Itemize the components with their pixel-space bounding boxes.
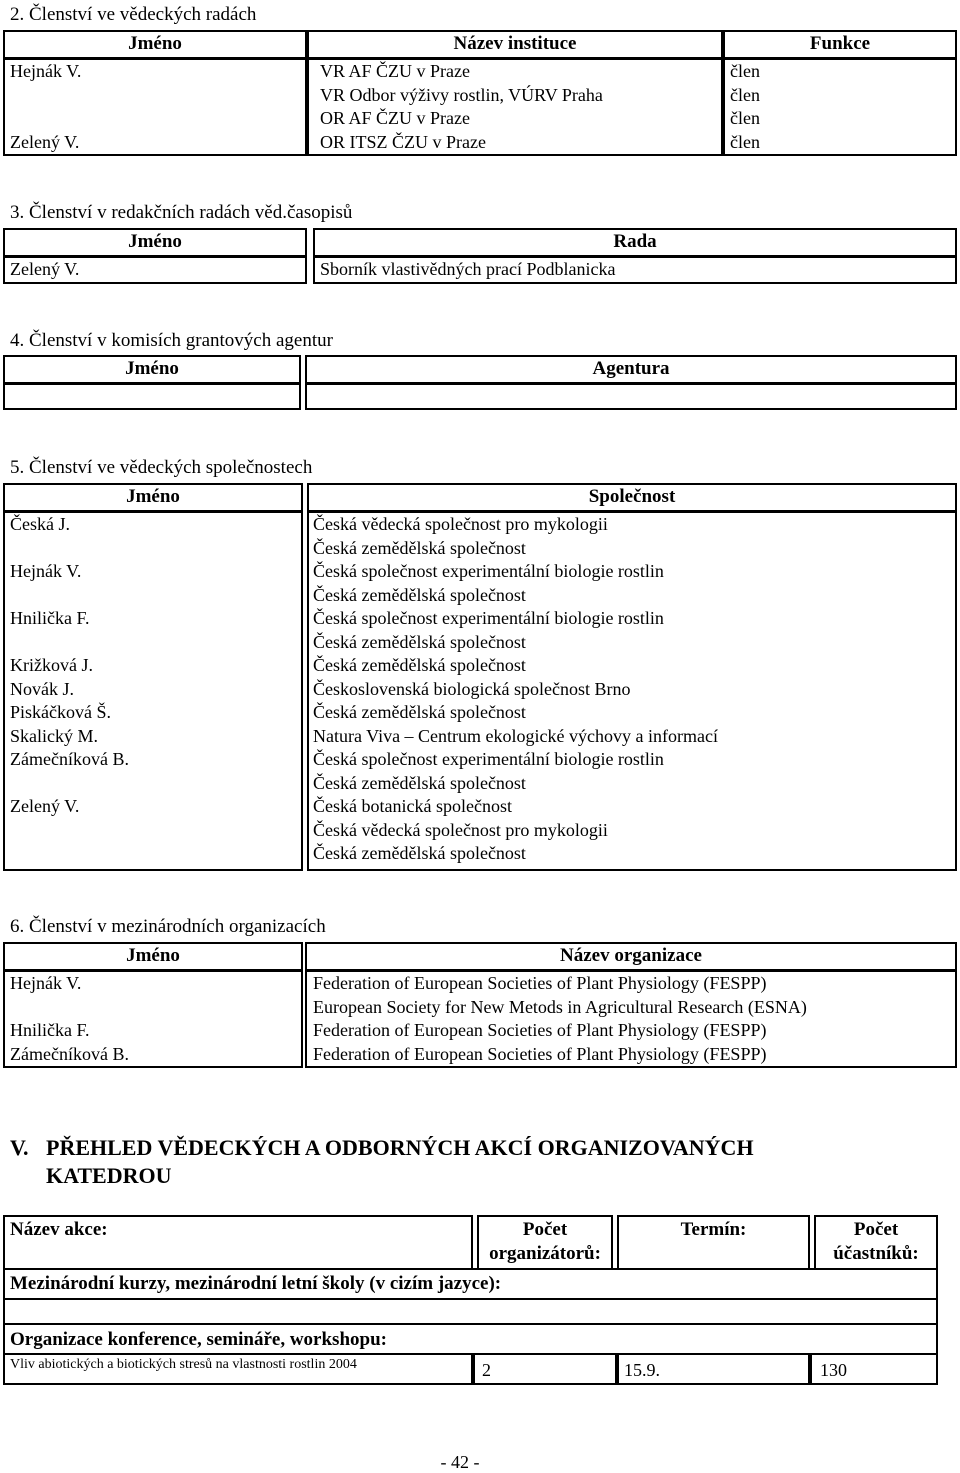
table-cell: Česká zemědělská společnost: [313, 843, 526, 863]
table-cell: Skalický M.: [10, 725, 98, 746]
table-cell: [10, 631, 129, 655]
table-cell: Česká společnost experimentální biologie rostlin: [313, 561, 664, 581]
col-header-society: Společnost: [307, 483, 957, 513]
s5-societies: [313, 513, 718, 866]
table-cell: OR ITSZ ČZU v Praze: [320, 131, 486, 152]
table-cell: Česká společnost experimentální biologie rostlin: [313, 749, 664, 769]
col-header-date: Termín:: [680, 1219, 747, 1240]
s6-orgs: [313, 972, 807, 1066]
col-header-participants: [814, 1218, 938, 1266]
col-header-function: Funkce: [723, 30, 957, 60]
table-cell: Zámečníková B.: [10, 749, 129, 769]
section-2-heading: 2. Členství ve vědeckých radách: [10, 4, 257, 25]
table-cell: Zelený V.: [10, 259, 80, 279]
col-header-organization: Název organizace: [305, 942, 957, 972]
table-cell: Zelený V.: [10, 796, 80, 816]
col-header-board: Rada: [313, 228, 957, 258]
cell-box: [473, 1353, 617, 1385]
table-cell: Zámečníková B.: [10, 1043, 129, 1064]
table-cell: Česká zemědělská společnost: [313, 584, 526, 605]
s5-names: [10, 513, 129, 866]
col-header-name: Jméno: [3, 355, 301, 385]
col-header-institution: Název instituce: [307, 30, 723, 60]
table-cell: Križková J.: [10, 655, 93, 675]
table-cell: [10, 84, 81, 108]
col-header-organizers-line1: Počet: [522, 1219, 568, 1240]
table-cell: Česká zemědělská společnost: [313, 631, 526, 652]
s2-institutions: [320, 60, 603, 154]
event-date: 15.9.: [624, 1360, 660, 1380]
page-number: - 42 -: [440, 1452, 480, 1472]
table-cell: [10, 537, 129, 561]
table-cell: [10, 107, 81, 131]
table-cell: Česká zemědělská společnost: [313, 702, 526, 722]
s2-functions: [730, 60, 760, 154]
table-cell: Novák J.: [10, 678, 74, 699]
table-cell: Hejnák V.: [10, 61, 82, 81]
col-header-name: Jméno: [3, 942, 303, 972]
col-header-participants-line2: účastníků:: [833, 1243, 919, 1264]
chapter-numeral: V.: [10, 1135, 29, 1160]
table-cell: člen: [730, 108, 760, 128]
table-cell: člen: [730, 61, 760, 81]
section-4-heading: 4. Členství v komisích grantových agentur: [10, 330, 333, 351]
section-3-heading: 3. Členství v redakčních radách věd.časopisů: [10, 202, 353, 223]
col-header-organizers-line2: organizátorů:: [489, 1243, 601, 1264]
table-cell: VR AF ČZU v Praze: [320, 61, 470, 81]
s6-names: [10, 972, 129, 1066]
event-organizers: 2: [482, 1360, 491, 1380]
s3-boards: [320, 258, 615, 282]
chapter-title-line1: PŘEHLED VĚDECKÝCH A ODBORNÝCH AKCÍ ORGANIZOVANÝCH: [46, 1135, 754, 1160]
table-cell: Česká J.: [10, 514, 70, 534]
event-name: Vliv abiotických a biotických stresů na vlastnosti rostlin 2004: [10, 1357, 357, 1372]
table-cell: Federation of European Societies of Plant Physiology (FESPP): [313, 1043, 767, 1064]
col-header-participants-line1: Počet: [853, 1219, 899, 1240]
table-cell: [10, 842, 129, 866]
category-international-label: Mezinárodní kurzy, mezinárodní letní školy (v cizím jazyce):: [10, 1273, 502, 1294]
section-6-heading: 6. Členství v mezinárodních organizacích: [10, 916, 326, 937]
table-cell: Federation of European Societies of Plant Physiology (FESPP): [313, 1020, 767, 1040]
cell-box: [3, 383, 301, 410]
table-cell: člen: [730, 84, 760, 105]
table-cell: Piskáčková Š.: [10, 702, 111, 722]
col-header-name: Jméno: [3, 30, 307, 60]
table-cell: Česká zemědělská společnost: [313, 537, 526, 558]
category-row-international-empty: [3, 1298, 938, 1325]
table-cell: Česká botanická společnost: [313, 796, 512, 816]
table-cell: Česká vědecká společnost pro mykologii: [313, 514, 608, 534]
section-5-heading: 5. Členství ve vědeckých společnostech: [10, 457, 313, 478]
table-cell: Hnilička F.: [10, 1020, 90, 1040]
cell-box: [305, 383, 957, 410]
table-cell: člen: [730, 131, 760, 152]
table-cell: Sborník vlastivědných prací Podblanicka: [320, 259, 616, 279]
table-cell: Hnilička F.: [10, 608, 90, 628]
table-cell: Česká zemědělská společnost: [313, 655, 526, 675]
table-cell: VR Odbor výživy rostlin, VÚRV Praha: [320, 84, 603, 105]
table-cell: Česká vědecká společnost pro mykologii: [313, 819, 608, 840]
table-cell: Československá biologická společnost Brno: [313, 678, 631, 699]
col-header-name: Jméno: [3, 228, 307, 258]
table-cell: [10, 772, 129, 796]
category-conference-label: Organizace konference, semináře, workshopu:: [10, 1329, 387, 1350]
table-cell: Zelený V.: [10, 131, 80, 152]
table-cell: European Society for New Metods in Agricultural Research (ESNA): [313, 996, 807, 1017]
table-cell: Česká společnost experimentální biologie rostlin: [313, 608, 664, 628]
table-cell: [10, 819, 129, 843]
s3-names: [10, 258, 79, 282]
table-cell: [10, 996, 129, 1020]
table-cell: Česká zemědělská společnost: [313, 772, 526, 793]
col-header-organizers: [477, 1218, 613, 1266]
col-header-agency: Agentura: [305, 355, 957, 385]
table-cell: Federation of European Societies of Plant Physiology (FESPP): [313, 973, 767, 993]
table-cell: Hejnák V.: [10, 561, 82, 581]
table-cell: OR AF ČZU v Praze: [320, 108, 470, 128]
table-cell: Natura Viva – Centrum ekologické výchovy a informací: [313, 725, 718, 746]
col-header-name: Jméno: [3, 483, 303, 513]
table-cell: [10, 584, 129, 608]
chapter-title-line2: KATEDROU: [46, 1163, 172, 1188]
table-cell: Hejnák V.: [10, 973, 82, 993]
event-participants: 130: [820, 1360, 847, 1380]
col-header-event-name: Název akce:: [10, 1219, 108, 1240]
s2-names: [10, 60, 81, 154]
